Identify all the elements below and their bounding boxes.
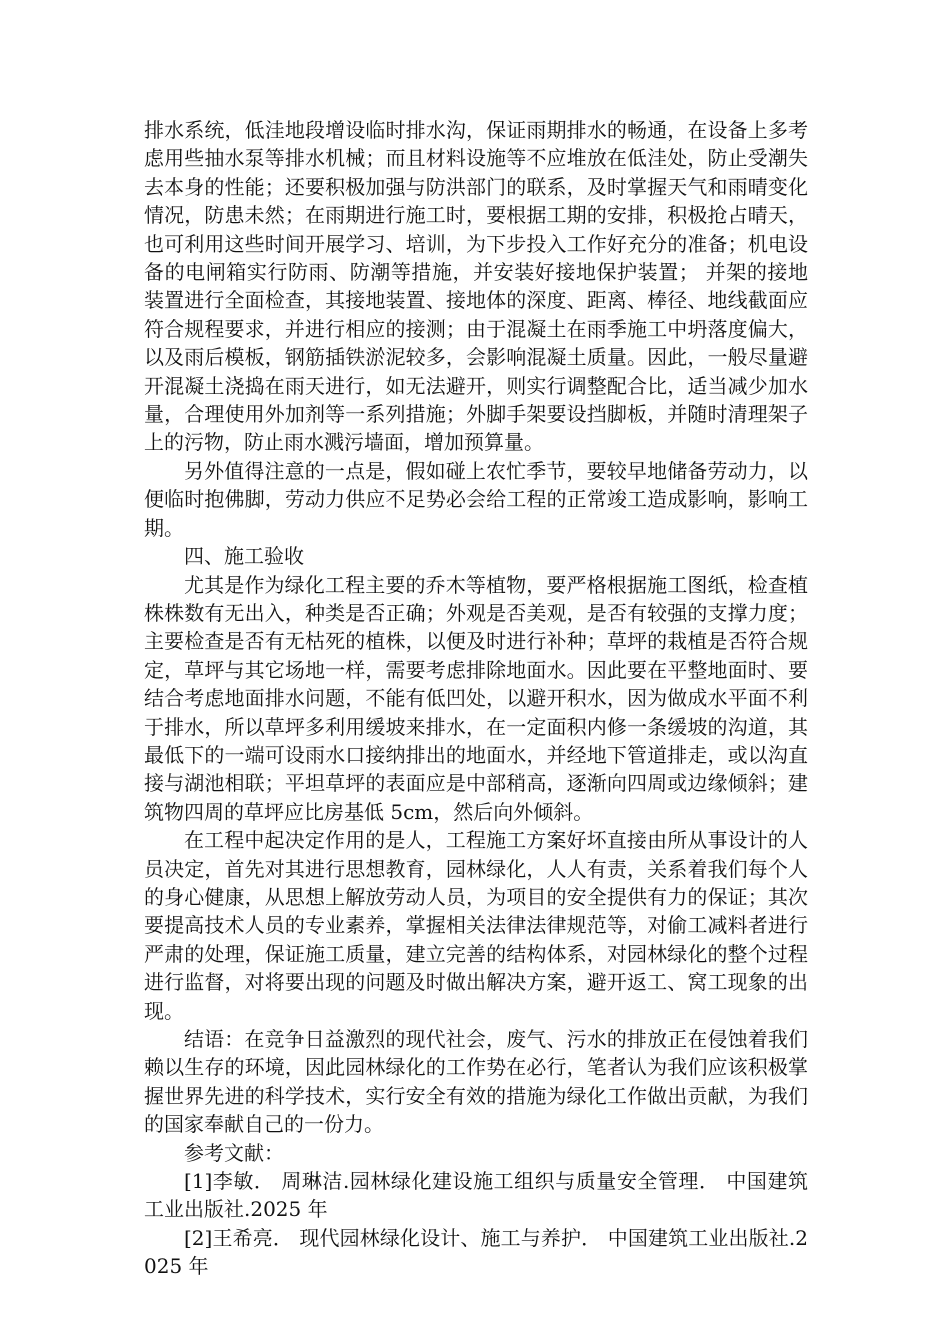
reference-item: [1]李敏． 周琳洁.园林绿化建设施工组织与质量安全管理． 中国建筑工业出版社.2025 年	[144, 1169, 808, 1222]
conclusion-paragraph: 结语：在竞争日益激烈的现代社会，废气、污水的排放正在侵蚀着我们赖以生存的环境，因此园林绿化的工作势在必行，笔者认为我们应该积极掌握世界先进的科学技术，实行安全有效的措施为绿化工作做出贡献，为我们的国家奉献自己的一份力。	[144, 1027, 808, 1137]
body-paragraph: 另外值得注意的一点是，假如碰上农忙季节，要较早地储备劳动力，以便临时抱佛脚，劳动力供应不足势必会给工程的正常竣工造成影响，影响工期。	[144, 458, 808, 540]
reference-item: [2]王希亮． 现代园林绿化设计、施工与养护． 中国建筑工业出版社.2025 年	[144, 1225, 808, 1279]
references-heading: 参考文献：	[184, 1140, 284, 1165]
body-paragraph: 排水系统，低洼地段增设临时排水沟，保证雨期排水的畅通，在设备上多考虑用些抽水泵等排水机械；而且材料设施等不应堆放在低洼处，防止受潮失去本身的性能；还要积极加强与防洪部门的联系，及时掌握天气和雨晴变化情况，防患未然；在雨期进行施工时，要根据工期的安排，积极抢占晴天，也可利用这些时间开展学习、培训，为下步投入工作好充分的准备；机电设备的电闸箱实行防雨、防潮等措施，并安装好接地保护装置； 并架的接地装置进行全面检查，其接地装置、接地体的深度、距离、棒径、地线截面应符合规程要求，并进行相应的接测；由于混凝土在雨季施工中坍落度偏大，以及雨后模板，钢筋插铁淤泥较多，会影响混凝土质量。因此，一般尽量避开混凝土浇捣在雨天进行，如无法避开，则实行调整配合比，适当减少加水量，合理使用外加剂等一系列措施；外脚手架要设挡脚板，并随时清理架子上的污物，防止雨水溅污墙面，增加预算量。	[144, 118, 808, 455]
body-paragraph: 在工程中起决定作用的是人，工程施工方案好坏直接由所从事设计的人员决定，首先对其进行思想教育，园林绿化，人人有责，关系着我们每个人的身心健康，从思想上解放劳动人员，为项目的安全提供有力的保证；其次要提高技术人员的专业素养，掌握相关法律法律规范等，对偷工减料者进行严肃的处理，保证施工质量，建立完善的结构体系，对园林绿化的整个过程进行监督，对将要出现的问题及时做出解决方案，避开返工、窝工现象的出现。	[144, 828, 808, 1023]
section-heading: 四、施工验收	[184, 544, 304, 569]
document-body	[144, 116, 808, 1281]
body-paragraph: 尤其是作为绿化工程主要的乔木等植物，要严格根据施工图纸，检查植株株数有无出入，种类是否正确；外观是否美观，是否有较强的支撑力度；主要检查是否有无枯死的植株，以便及时进行补种；草坪的栽植是否符合规定，草坪与其它场地一样，需要考虑排除地面水。因此要在平整地面时、要结合考虑地面排水问题，不能有低凹处，以避开积水，因为做成水平面不利于排水，所以草坪多利用缓坡来排水，在一定面积内修一条缓坡的沟道，其最低下的一端可设雨水口接纳排出的地面水，并经地下管道排走，或以沟直接与湖池相联；平坦草坪的表面应是中部稍高，逐渐向四周或边缘倾斜；建筑物四周的草坪应比房基低 5cm，然后向外倾斜。	[144, 572, 808, 824]
